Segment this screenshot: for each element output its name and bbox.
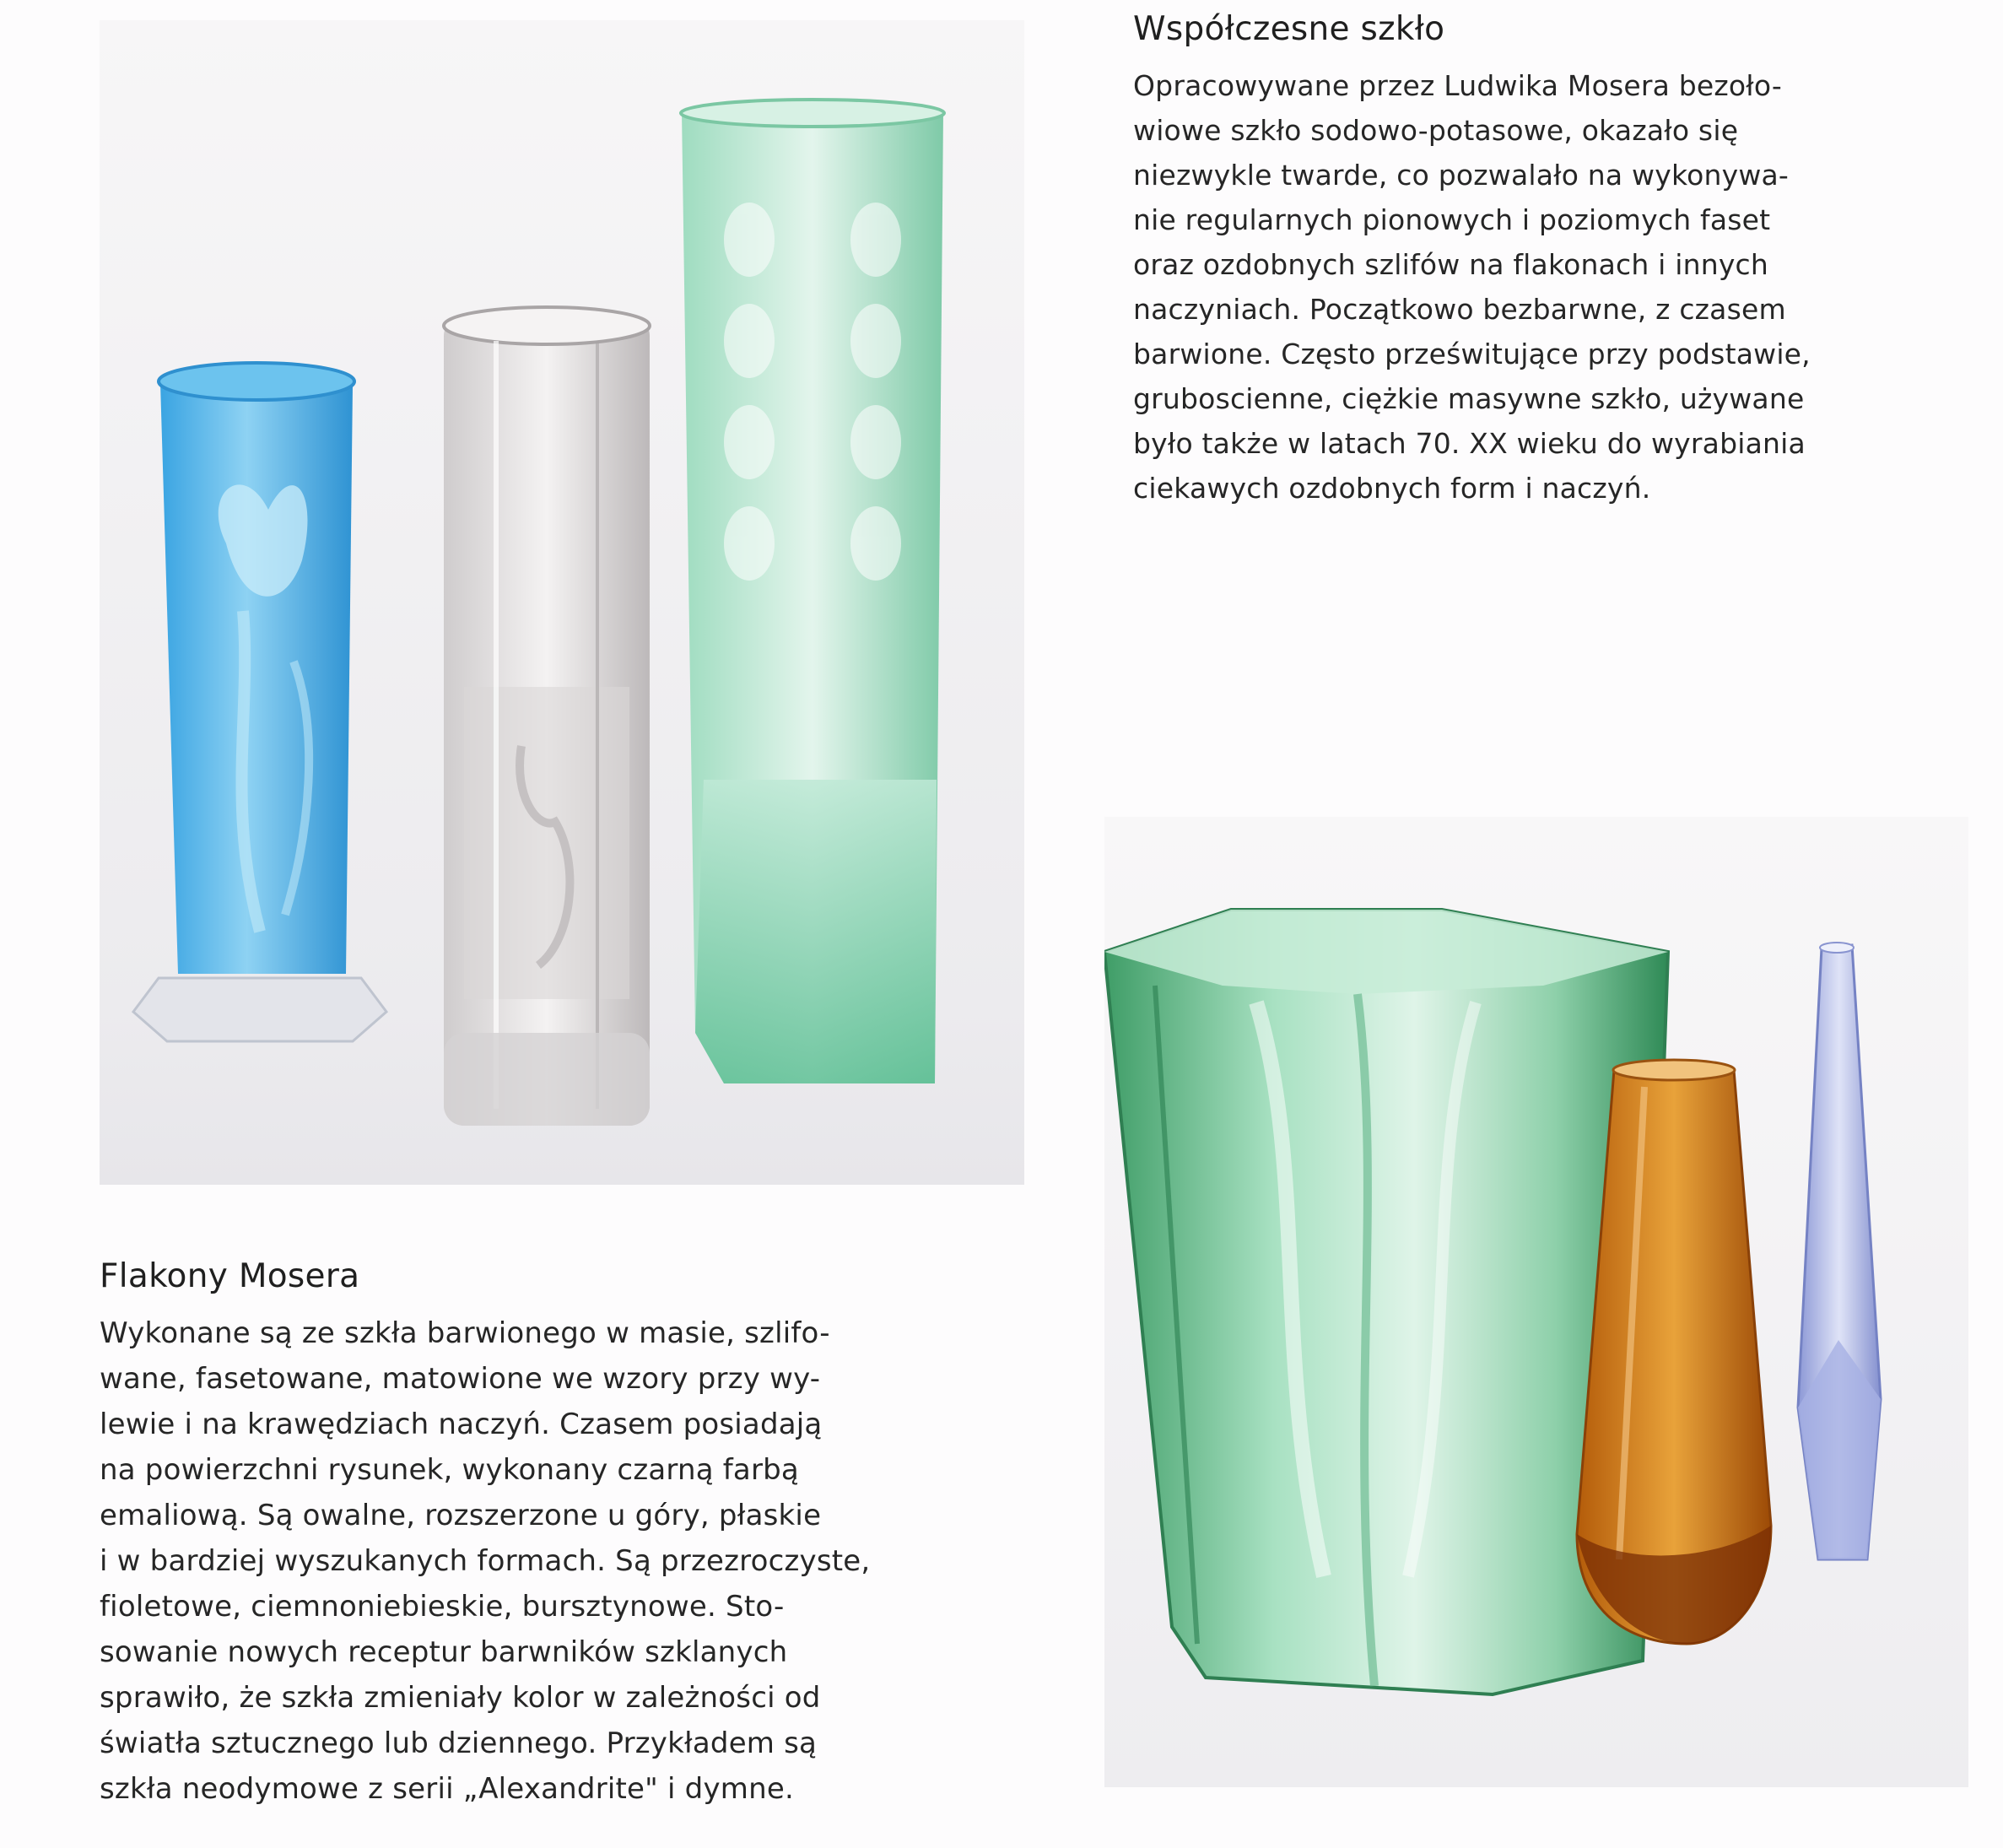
text-line: fioletowe, ciemnoniebieskie, bursztynowe. Sto- bbox=[100, 1590, 785, 1624]
paragraph-modern-glass bbox=[1133, 63, 1960, 511]
section-modern-glass bbox=[1133, 10, 1960, 511]
photo-three-vases bbox=[100, 20, 1024, 1185]
text-line: światła sztucznego lub dziennego. Przykładem są bbox=[100, 1726, 818, 1760]
text-line: było także w latach 70. XX wieku do wyrabiania bbox=[1133, 427, 1806, 460]
text-line: niezwykle twarde, co pozwalało na wykonywa- bbox=[1133, 159, 1790, 192]
text-line: nie regularnych pionowych i poziomych faset bbox=[1133, 203, 1771, 236]
text-line: naczyniach. Początkowo bezbarwne, z czasem bbox=[1133, 293, 1786, 326]
paragraph-flakony-mosera bbox=[100, 1310, 985, 1812]
photo-colored-vases bbox=[1104, 817, 1968, 1787]
text-line: wiowe szkło sodowo-potasowe, okazało się bbox=[1133, 114, 1739, 147]
green-tall-vase bbox=[681, 100, 944, 1083]
text-line: oraz ozdobnych szlifów na flakonach i innych bbox=[1133, 248, 1769, 281]
text-line: sowanie nowych receptur barwników szklanych bbox=[100, 1635, 788, 1669]
clear-vase bbox=[444, 307, 650, 1126]
section-flakony-mosera bbox=[100, 1257, 985, 1812]
text-line: gruboscienne, ciężkie masywne szkło, używane bbox=[1133, 382, 1805, 415]
text-line: emaliową. Są owalne, rozszerzone u góry, płaskie bbox=[100, 1499, 822, 1532]
text-line: ciekawych ozdobnych form i naczyń. bbox=[1133, 472, 1651, 505]
text-line: na powierzchni rysunek, wykonany czarną farbą bbox=[100, 1453, 799, 1487]
text-line: szkła neodymowe z serii „Alexandrite" i dymne. bbox=[100, 1772, 794, 1806]
text-line: lewie i na krawędziach naczyń. Czasem posiadają bbox=[100, 1408, 823, 1441]
text-line: i w bardziej wyszukanych formach. Są przezroczyste, bbox=[100, 1544, 871, 1578]
text-line: sprawiło, że szkła zmieniały kolor w zależności od bbox=[100, 1681, 821, 1715]
heading-modern-glass: Współczesne szkło bbox=[1133, 10, 1445, 48]
text-line: wane, fasetowane, matowione we wzory przy wy- bbox=[100, 1362, 821, 1396]
text-line: Wykonane są ze szkła barwionego w masie, szlifo- bbox=[100, 1316, 830, 1350]
text-line: Opracowywane przez Ludwika Mosera bezoło- bbox=[1133, 69, 1782, 102]
heading-flakony-mosera: Flakony Mosera bbox=[100, 1257, 360, 1295]
text-line: barwione. Często prześwitujące przy podstawie, bbox=[1133, 338, 1811, 370]
